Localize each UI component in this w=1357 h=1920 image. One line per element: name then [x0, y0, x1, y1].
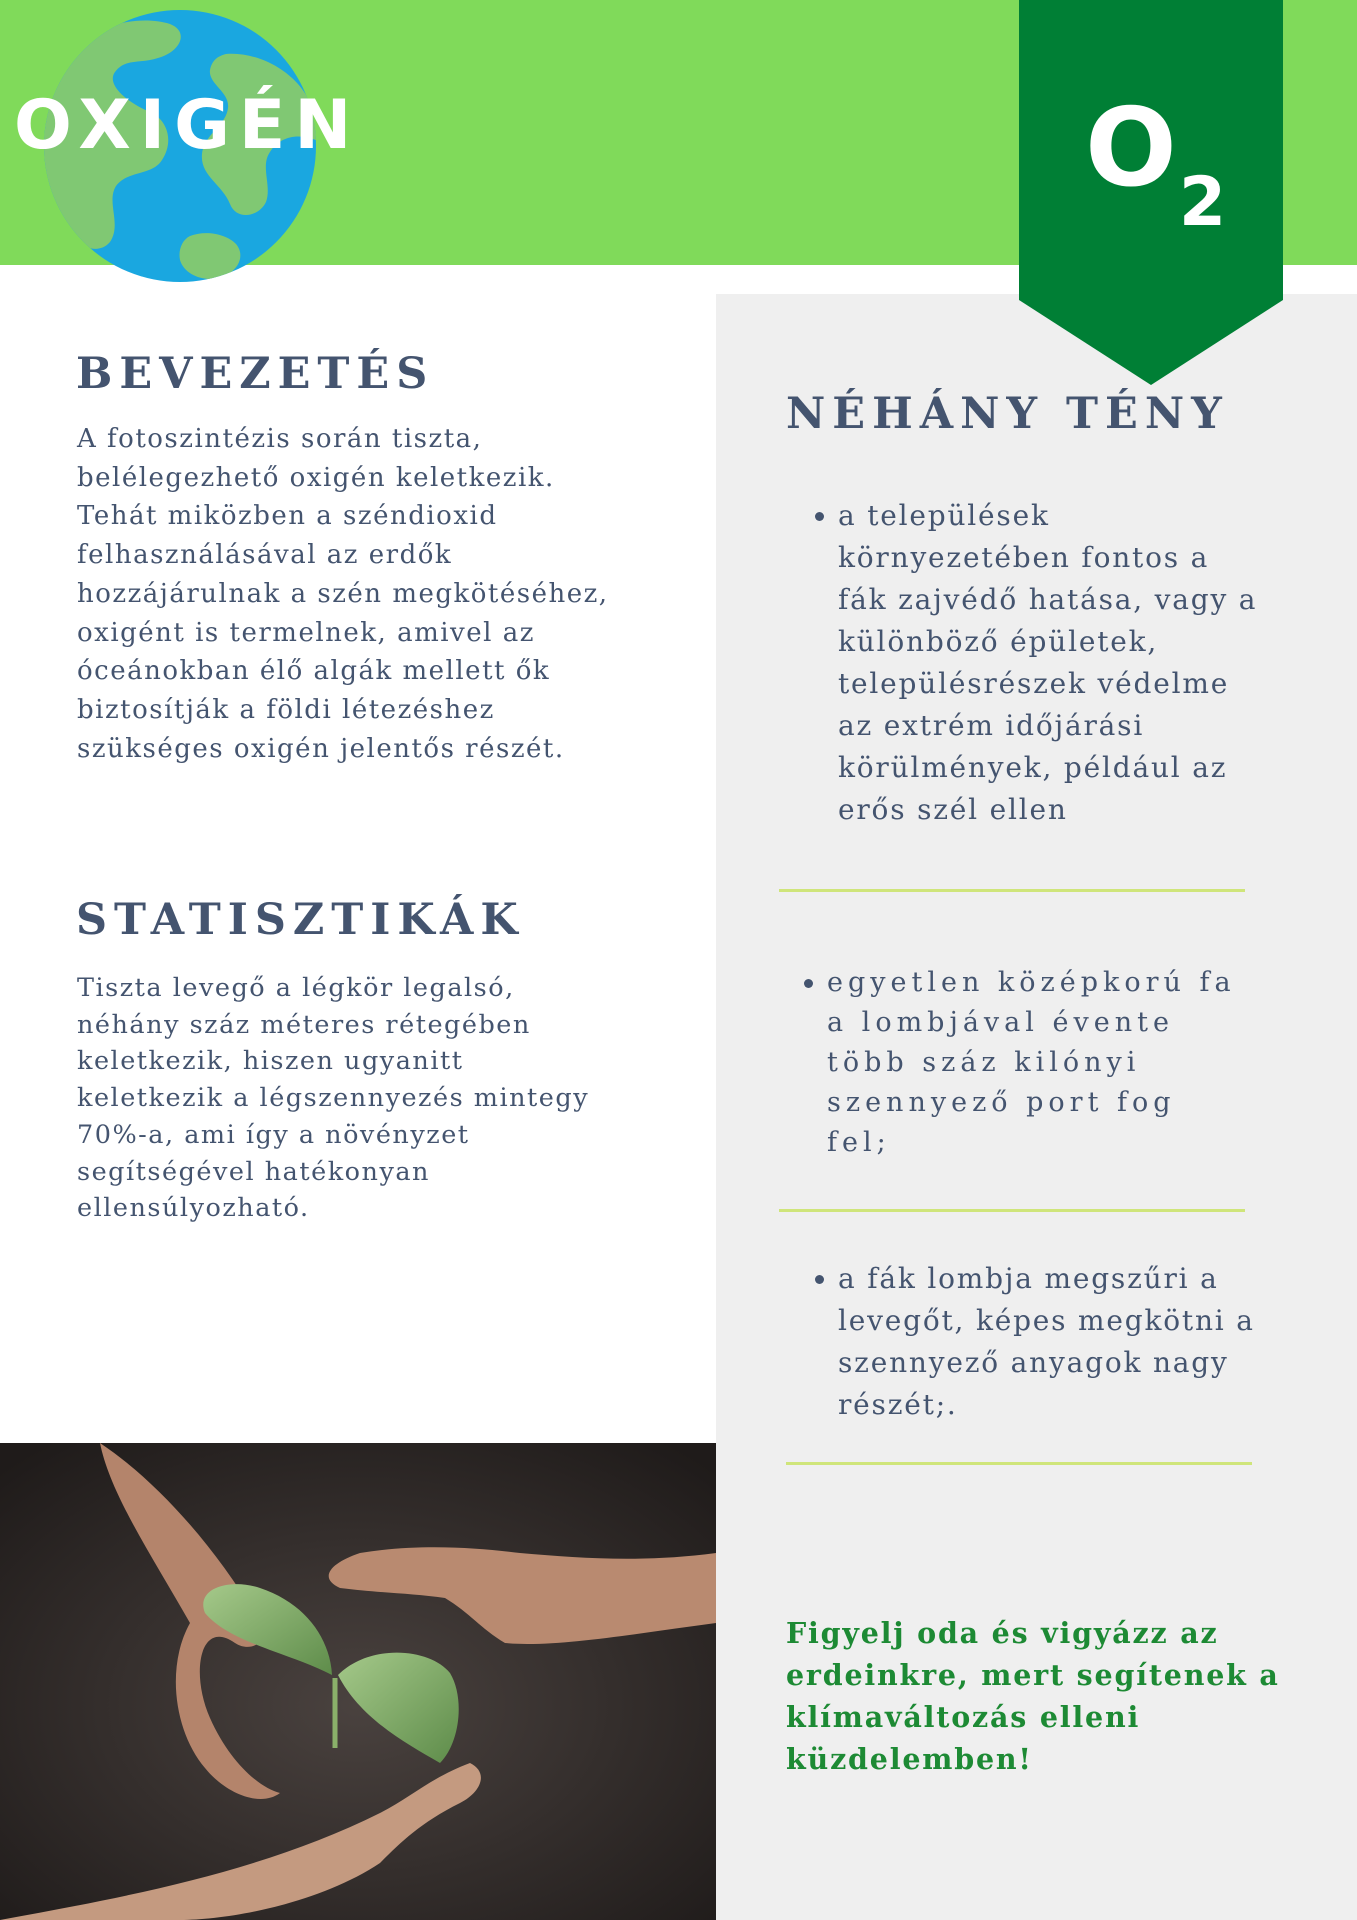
intro-heading: BEVEZETÉS — [76, 349, 435, 399]
bullet-icon — [815, 1275, 824, 1284]
fact-item — [827, 963, 1247, 1163]
bullet-icon — [804, 979, 813, 988]
hands-protecting-seedling-photo — [0, 1443, 716, 1920]
stats-text: Tiszta levegő a légkör legalsó, néhány száz méteres rétegében keletkezik, hiszen ugyanitt keletkezik a légszennyezés mintegy 70%-a, ami így a növényzet segítségével hatékonyan ellensúlyozható. — [77, 973, 590, 1224]
formula-symbol: O — [1085, 86, 1177, 211]
oxygen-formula — [1085, 86, 1227, 242]
formula-subscript: 2 — [1178, 163, 1227, 242]
fact-item — [838, 495, 1258, 831]
divider — [779, 1209, 1245, 1212]
fact-text: a fák lombja megszűri a levegőt, képes megkötni a szennyező anyagok nagy részét;. — [838, 1262, 1255, 1421]
divider — [779, 889, 1245, 892]
intro-text: A fotoszintézis során tiszta, belélegezhető oxigén keletkezik. Tehát miközben a széndioxid felhasználásával az erdők hozzájárulnak a szén megkötéséhez, oxigént is termelnek, amivel az óceánokban élő algák mellett ők biztosítják a földi létezéshez szükséges oxigén jelentős részét. — [77, 424, 609, 764]
facts-heading: NÉHÁNY TÉNY — [786, 389, 1229, 439]
callout-text: Figyelj oda és vigyázz az erdeinkre, mert segítenek a klímaváltozás elleni küzdelemben! — [786, 1616, 1280, 1776]
divider — [786, 1462, 1252, 1465]
fact-text: a települések környezetében fontos a fák zajvédő hatása, vagy a különböző épületek, településrészek védelme az extrém időjárási körülmények, például az erős szél ellen — [838, 499, 1258, 826]
fact-text: egyetlen középkorú fa a lombjával évente több száz kilónyi szennyező port fog fel; — [827, 967, 1236, 1158]
stats-heading: STATISZTIKÁK — [76, 895, 525, 945]
bullet-icon — [815, 512, 824, 521]
page-title: OXIGÉN — [14, 86, 361, 165]
fact-item — [838, 1258, 1258, 1426]
